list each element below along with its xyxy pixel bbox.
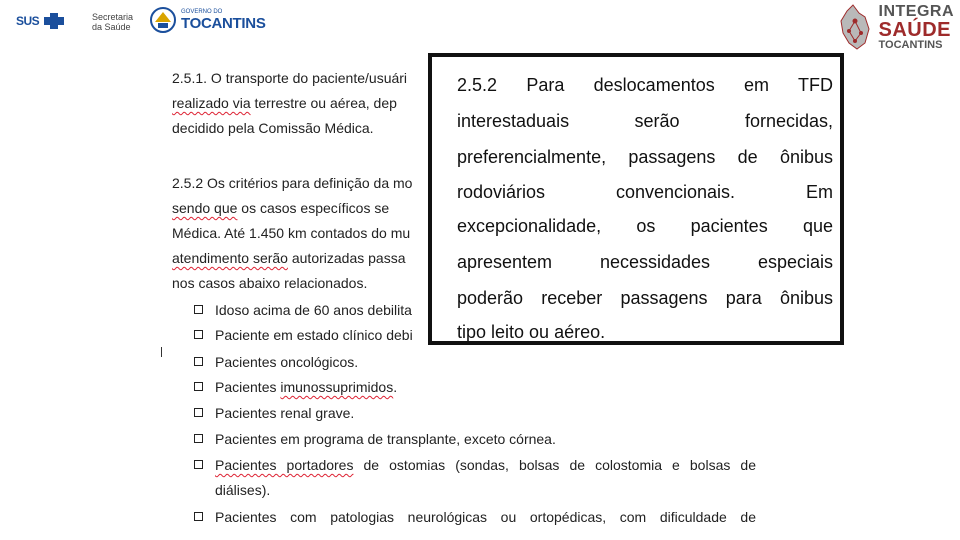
text-fragment: os casos específicos se <box>237 200 390 216</box>
text-line: Médica. Até 1.450 km contados do mu <box>172 225 411 241</box>
checkbox-bullet-icon <box>194 408 203 417</box>
checkbox-bullet-icon <box>194 330 203 339</box>
governo-tocantins-logo <box>150 6 266 34</box>
sus-logo <box>16 12 67 30</box>
cross-icon <box>41 12 67 30</box>
checkbox-bullet-icon <box>194 434 203 443</box>
callout-line: poderão receber passagens para ônibus <box>457 288 833 308</box>
list-item-text <box>215 375 397 400</box>
callout-line: rodoviários convencionais. Em <box>457 182 833 202</box>
callout-line: 2.5.2 Para deslocamentos em TFD <box>457 75 833 95</box>
integra-logo-line-2: SAÚDE <box>878 18 952 41</box>
tocantins-map-icon <box>835 3 875 51</box>
callout-line: apresentem necessidades especiais <box>457 252 833 272</box>
text-fragment: . <box>393 379 398 395</box>
text-fragment: de ostomias (sondas, bolsas de colostomia e bolsas de <box>353 457 756 473</box>
list-item-text: Pacientes em programa de transplante, exceto córnea. <box>215 431 556 447</box>
callout-line: interestaduais serão fornecidas, <box>457 111 833 131</box>
sus-logo-text: SUS <box>16 14 40 28</box>
spelling-flag: Pacientes portadores <box>215 457 354 473</box>
callout-line: tipo leito ou aéreo. <box>457 322 606 342</box>
text-fragment: autorizadas passa <box>287 250 406 266</box>
text-line: decidido pela Comissão Médica. <box>172 120 374 136</box>
integra-saude-logo <box>835 3 955 51</box>
list-item-text: Paciente em estado clínico debi <box>215 327 413 343</box>
integra-logo-line-3: TOCANTINS <box>878 38 943 51</box>
callout-line: excepcionalidade, os pacientes que <box>457 216 833 236</box>
spelling-flag: sendo que <box>172 200 238 216</box>
secretaria-saude-logo <box>92 12 133 32</box>
text-line: 2.5.1. O transporte do paciente/usuári <box>172 70 408 86</box>
checkbox-bullet-icon <box>194 382 203 391</box>
secretaria-logo-line-2: da Saúde <box>92 22 131 32</box>
text-fragment: terrestre ou aérea, dep <box>250 95 397 111</box>
checkbox-bullet-icon <box>194 357 203 366</box>
text-line: 2.5.2 Os critérios para definição da mo <box>172 175 413 191</box>
coat-of-arms-icon <box>150 6 176 34</box>
integra-logo-line-1: INTEGRA <box>878 2 954 20</box>
list-item-continuation: diálises). <box>215 482 271 498</box>
secretaria-logo-line-1: Secretaria <box>92 12 134 22</box>
list-item-text: Pacientes com patologias neurológicas ou ortopédicas, com dificuldade de <box>215 509 756 525</box>
list-item-text: Pacientes oncológicos. <box>215 354 359 370</box>
text-line: nos casos abaixo relacionados. <box>172 275 368 291</box>
governo-logo-big: TOCANTINS <box>181 14 266 32</box>
spelling-flag: imunossuprimidos <box>280 379 394 395</box>
list-item-text: Idoso acima de 60 anos debilita <box>215 302 412 318</box>
list-item-text <box>215 453 756 478</box>
checkbox-bullet-icon <box>194 460 203 469</box>
spelling-flag: realizado via <box>172 95 251 111</box>
governo-logo-small: GOVERNO DO <box>181 8 223 15</box>
callout-line: preferencialmente, passagens de ônibus <box>457 147 833 167</box>
callout-box <box>428 53 844 345</box>
list-item-text: Pacientes renal grave. <box>215 405 355 421</box>
checkbox-bullet-icon <box>194 512 203 521</box>
checkbox-bullet-icon <box>194 305 203 314</box>
text-fragment: Pacientes <box>215 379 281 395</box>
spelling-flag: atendimento serão <box>172 250 288 266</box>
text-cursor-mark <box>161 347 162 357</box>
